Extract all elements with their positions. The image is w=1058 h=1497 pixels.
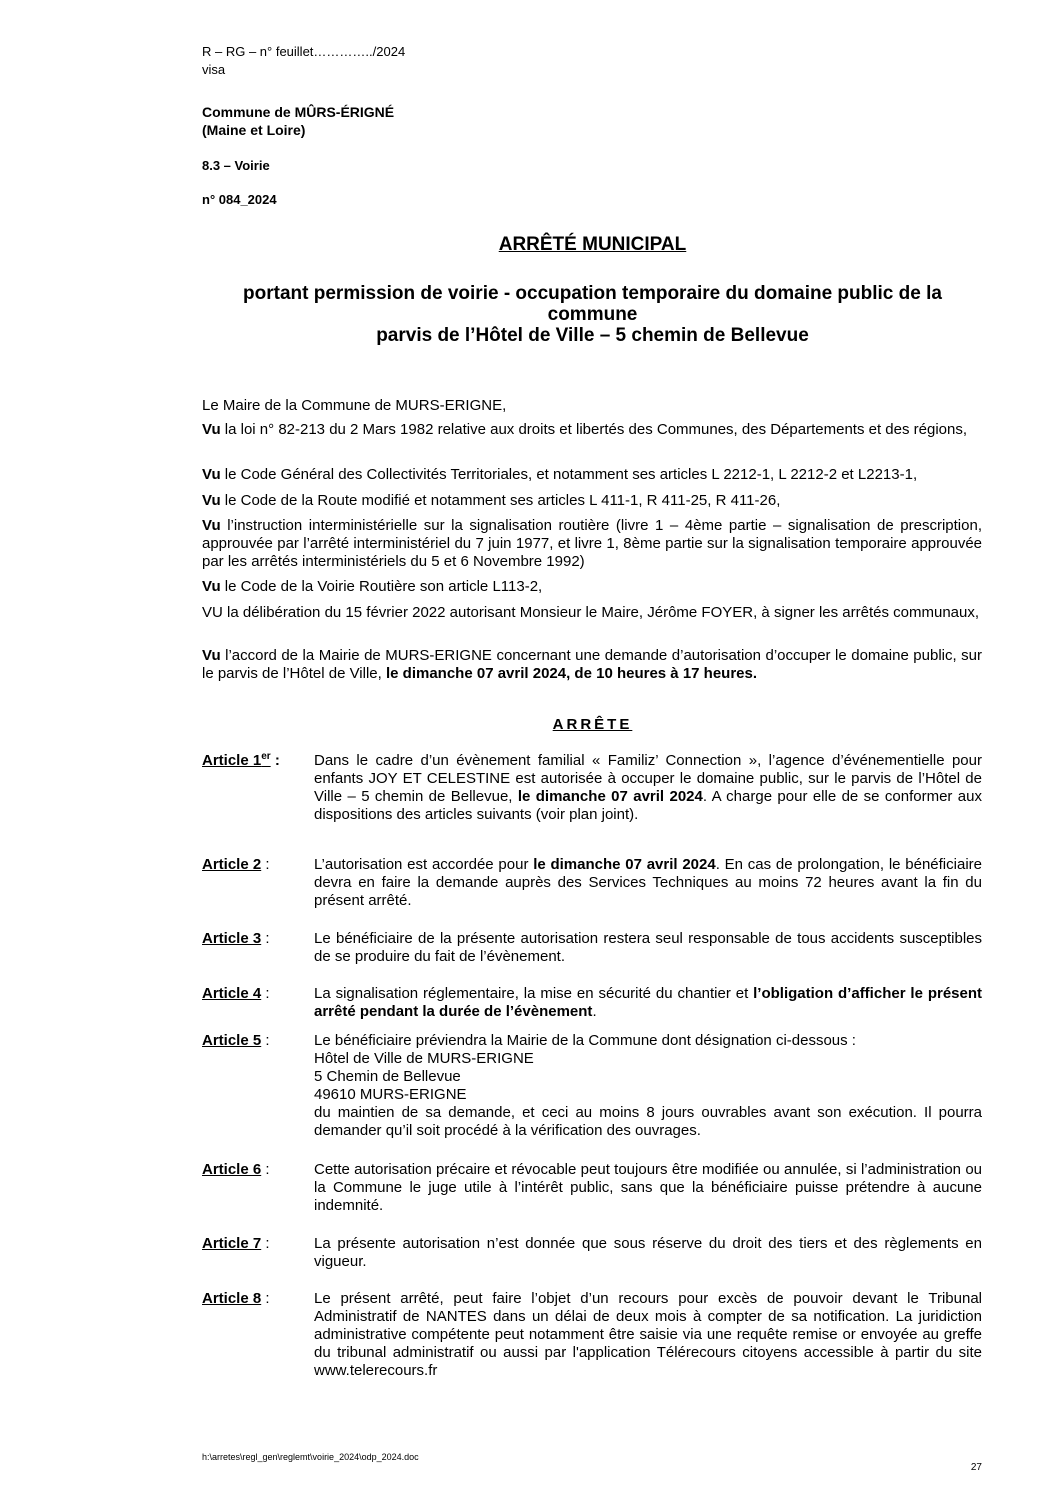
vu-text: le Code Général des Collectivités Territoriales, et notamment ses articles L 2212-1, L 2212-2 et L2213-1,	[220, 466, 918, 483]
vu-text: le Code de la Voirie Routière son article L113-2,	[220, 578, 543, 595]
address-line: 5 Chemin de Bellevue	[314, 1068, 461, 1085]
article-3-label: Article 3 :	[202, 930, 270, 947]
preamble-vu-7	[202, 647, 982, 683]
decree-subtitle-line3: parvis de l’Hôtel de Ville – 5 chemin de Bellevue	[376, 325, 809, 346]
article-1-text: Dans le cadre d’un évènement familial « Familiz’ Connection », l’agence d’événementielle pour enfants JOY ET CELESTINE est autorisée à occuper le domaine public, sur le parvis de l’Hôtel de Ville – 5 chemin de Bellevue, le dimanche 07 avril 2024. A charge pour elle de se conformer aux dispositions des articles suivants (voir plan joint).	[314, 752, 982, 823]
department-name: (Maine et Loire)	[202, 122, 306, 138]
arrete-heading: ARRÊTE	[552, 716, 633, 733]
preamble-vu-1	[202, 421, 982, 439]
vu-keyword: Vu	[202, 647, 221, 664]
vu-keyword: Vu	[202, 466, 221, 483]
vu-text: l’instruction interministérielle sur la signalisation routière (livre 1 – 4ème partie – signalisation de prescription, approuvée par l’arrêté interministériel du 7 juin 1977, et livre 1, 8ème partie sur la signalisation temporaire approuvée par les arrêtés interministériels du 5 et 6 Novembre 1992)	[202, 517, 982, 570]
decree-number: n° 084_2024	[202, 192, 277, 207]
preamble-intro: Le Maire de la Commune de MURS-ERIGNE,	[202, 397, 507, 414]
article-6-text: Cette autorisation précaire et révocable peut toujours être modifiée ou annulée, si l’administration ou la Commune le juge utile à l’intérêt public, sans que la bénéficiaire puisse prétendre à aucune indemnité.	[314, 1161, 982, 1214]
vu-keyword: Vu	[202, 421, 221, 438]
vu-keyword: Vu	[202, 517, 221, 534]
preamble-vu-5	[202, 578, 982, 596]
preamble-vu-6: VU la délibération du 15 février 2022 autorisant Monsieur le Maire, Jérôme FOYER, à signer les arrêtés communaux,	[202, 604, 980, 621]
article-4-text: La signalisation réglementaire, la mise en sécurité du chantier et l’obligation d’afficher le présent arrêté pendant la durée de l’évènement.	[314, 985, 983, 1020]
commune-name: Commune de MÛRS-ÉRIGNÉ	[202, 104, 395, 120]
category-label: 8.3 – Voirie	[202, 158, 270, 173]
article-6-label: Article 6 :	[202, 1161, 270, 1178]
article-5-continuation: du maintien de sa demande, et ceci au moins 8 jours ouvrables avant son exécution. Il pourra demander qu’il soit procédé à la vérification des ouvrages.	[314, 1104, 982, 1139]
vu-text: l’accord de la Mairie de MURS-ERIGNE concernant une demande d’autorisation d’occuper le domaine public, sur le parvis de l’Hôtel de Ville,	[202, 647, 982, 682]
article-7-text: La présente autorisation n’est donnée que sous réserve du droit des tiers et des règlements en vigueur.	[314, 1235, 982, 1270]
decree-title: ARRÊTÉ MUNICIPAL	[498, 234, 687, 255]
article-5-label: Article 5 :	[202, 1032, 270, 1049]
preamble-vu-4	[202, 517, 982, 571]
vu-date-emphasis: le dimanche 07 avril 2024, de 10 heures à 17 heures.	[385, 665, 758, 682]
article-5-line: Le bénéficiaire préviendra la Mairie de la Commune dont désignation ci-dessous :	[314, 1032, 856, 1049]
page-number: 27	[970, 1462, 982, 1473]
article-5-text	[314, 1032, 982, 1104]
preamble-vu-3	[202, 492, 982, 510]
file-path-footer: h:\arretes\regl_gen\reglemt\voirie_2024\odp_2024.doc	[202, 1452, 419, 1462]
vu-text: le Code de la Route modifié et notamment ses articles L 411-1, R 411-25, R 411-26,	[220, 492, 781, 509]
article-2-label: Article 2 :	[202, 856, 270, 873]
visa-label: visa	[202, 62, 226, 77]
vu-keyword: Vu	[202, 492, 221, 509]
vu-keyword: Vu	[202, 578, 221, 595]
article-8-text: Le présent arrêté, peut faire l’objet d’un recours pour excès de pouvoir devant le Tribunal Administratif de NANTES dans un délai de deux mois à compter de sa notification. La juridiction administrative compétente peut notamment être saisie via une requête remise or envoyée au greffe du tribunal administratif ou aussi par l'application Télérecours citoyens accessible à partir du site www.telerecours.fr	[314, 1290, 982, 1379]
vu-text: la loi n° 82-213 du 2 Mars 1982 relative aux droits et libertés des Communes, des Départements et des régions,	[220, 421, 968, 438]
decree-subtitle-line1: portant permission de voirie - occupation temporaire du domaine public de la	[243, 283, 942, 304]
address-line: Hôtel de Ville de MURS-ERIGNE	[314, 1050, 534, 1067]
article-1-label: Article 1er :	[202, 751, 280, 769]
article-8-label: Article 8 :	[202, 1290, 270, 1307]
decree-subtitle-line2: commune	[547, 304, 638, 325]
address-line: 49610 MURS-ERIGNE	[314, 1086, 467, 1103]
article-4-label: Article 4 :	[202, 985, 270, 1002]
article-3-text: Le bénéficiaire de la présente autorisation restera seul responsable de tous accidents susceptibles de se produire du fait de l’évènement.	[314, 930, 982, 965]
article-7-label: Article 7 :	[202, 1235, 270, 1252]
preamble-vu-2	[202, 466, 982, 484]
article-2-text: L’autorisation est accordée pour le dimanche 07 avril 2024. En cas de prolongation, le bénéficiaire devra en faire la demande auprès des Services Techniques au moins 72 heures avant la fin du présent arrêté.	[314, 856, 982, 909]
reference-line: R – RG – n° feuillet…………../2024	[202, 44, 406, 59]
